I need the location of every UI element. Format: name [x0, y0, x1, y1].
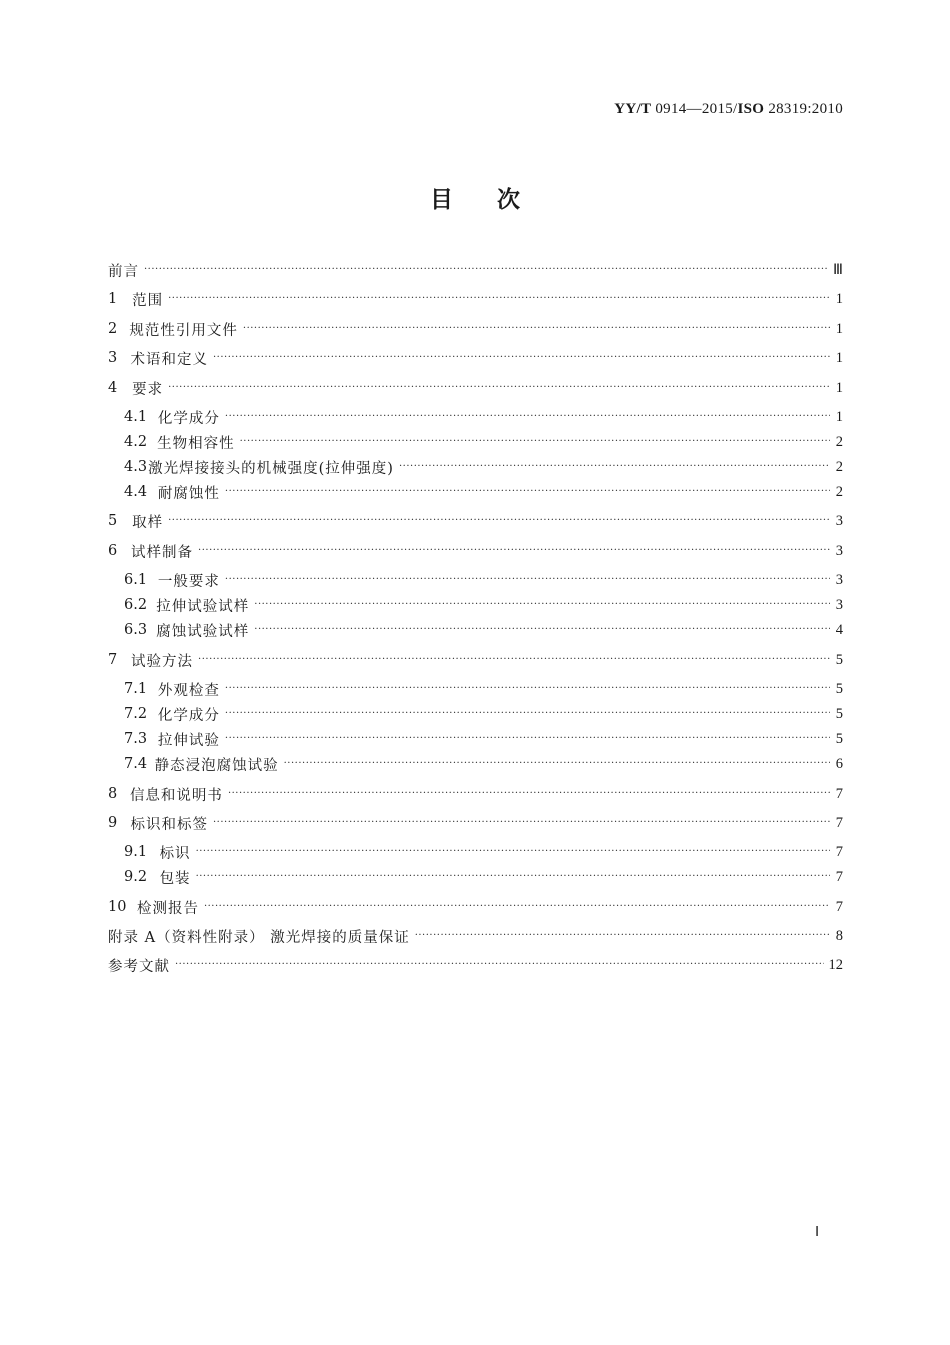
- toc-entry[interactable]: [108, 925, 843, 947]
- dot-leader: [168, 292, 830, 306]
- toc-entry[interactable]: [124, 569, 843, 591]
- toc-entry-page: 7: [835, 898, 843, 915]
- standard-prefix: YY/T: [614, 101, 652, 117]
- toc-entry[interactable]: [108, 896, 843, 918]
- toc-entry[interactable]: [108, 318, 843, 340]
- toc-entry-label: 激光焊接接头的机械强度(拉伸强度): [148, 460, 394, 477]
- toc-entry-label: 一般要求: [157, 573, 220, 590]
- toc-entry-number: 10: [108, 899, 127, 915]
- toc-entry-page: 7: [835, 843, 843, 860]
- toc-entry-label: 取样: [132, 514, 164, 531]
- toc-entry-page: Ⅲ: [833, 261, 843, 278]
- toc-entry-page: 5: [835, 730, 843, 747]
- dot-leader: [198, 544, 830, 558]
- dot-leader: [284, 757, 830, 771]
- toc-entry[interactable]: [124, 406, 843, 428]
- toc-entry-page: 7: [835, 814, 843, 831]
- toc-entry[interactable]: [108, 259, 843, 281]
- dot-leader: [144, 263, 828, 277]
- toc-entry-page: 8: [835, 927, 843, 944]
- toc-entry-label: 生物相容性: [157, 435, 235, 452]
- toc-entry-label: 附录 A（资料性附录） 激光焊接的质量保证: [108, 929, 410, 946]
- dot-leader: [168, 514, 830, 528]
- toc-entry-label: 标识: [159, 845, 191, 862]
- toc-entry-number: 7: [108, 652, 118, 668]
- toc-entry-page: 1: [835, 320, 843, 337]
- toc-entry-number: 6.1: [124, 572, 148, 588]
- toc-entry-page: 3: [835, 571, 843, 588]
- toc-entry-number: 6.2: [124, 597, 148, 613]
- toc-entry-label: 术语和定义: [130, 351, 208, 368]
- toc-entry-page: 1: [835, 349, 843, 366]
- toc-entry-number: 7.2: [124, 706, 148, 722]
- toc-entry-page: 2: [835, 483, 843, 500]
- toc-entry-label: 标识和标签: [130, 816, 208, 833]
- toc-entry-label: 信息和说明书: [129, 787, 223, 804]
- toc-entry-number: 6.3: [124, 622, 148, 638]
- toc-entry-label: 化学成分: [157, 707, 220, 724]
- toc-entry-number: 3: [108, 350, 118, 366]
- standard-number: [614, 101, 843, 118]
- toc-entry-label: 化学成分: [157, 410, 220, 427]
- toc-entry[interactable]: [124, 703, 843, 725]
- dot-leader: [240, 435, 830, 449]
- toc-entry-number: 1: [108, 291, 118, 307]
- toc-entry-number: 8: [108, 786, 118, 802]
- dot-leader: [196, 870, 830, 884]
- dot-leader: [254, 598, 830, 612]
- dot-leader: [196, 845, 830, 859]
- toc-entry-number: 4.4: [124, 484, 148, 500]
- toc-entry-label: 检测报告: [136, 900, 199, 917]
- toc-entry-page: 1: [835, 379, 843, 396]
- dot-leader: [213, 816, 830, 830]
- toc-entry-number: 2: [108, 321, 118, 337]
- toc-entry-label: 参考文献: [108, 958, 170, 975]
- toc-entry-number: 7.1: [124, 681, 148, 697]
- dot-leader: [225, 732, 830, 746]
- toc-entry-label: 包装: [159, 870, 191, 887]
- toc-entry-label: 试验方法: [131, 653, 194, 670]
- toc-entry-number: 9: [108, 815, 118, 831]
- toc-entry-page: 1: [835, 290, 843, 307]
- toc-entry[interactable]: [108, 288, 843, 310]
- toc-entry-page: 4: [835, 621, 843, 638]
- toc-entry[interactable]: [108, 377, 843, 399]
- dot-leader: [225, 682, 830, 696]
- toc-entry[interactable]: [124, 456, 843, 478]
- toc-entry-label: 静态浸泡腐蚀试验: [154, 757, 279, 774]
- toc-entry-number: 4.3: [124, 459, 148, 475]
- toc-entry-number: 9.1: [124, 844, 148, 860]
- toc-entry-page: 5: [835, 705, 843, 722]
- toc-entry-page: 2: [835, 458, 843, 475]
- toc-entry-label: 拉伸试验试样: [156, 598, 250, 615]
- page-number: Ⅰ: [815, 1225, 820, 1240]
- iso-prefix: ISO: [737, 101, 765, 117]
- toc-entry-number: 9.2: [124, 869, 148, 885]
- toc-entry[interactable]: [124, 678, 843, 700]
- toc-entry-page: 7: [835, 785, 843, 802]
- dot-leader: [175, 958, 824, 972]
- toc-entry-number: 7.4: [124, 756, 148, 772]
- toc-entry-label: 外观检查: [157, 682, 220, 699]
- toc-entry-label: 耐腐蚀性: [157, 485, 220, 502]
- standard-code: 0914—2015/: [651, 101, 738, 117]
- dot-leader: [225, 410, 830, 424]
- toc-entry[interactable]: [124, 728, 843, 750]
- toc-entry-page: 12: [828, 956, 843, 973]
- toc-entry-number: 4.1: [124, 409, 148, 425]
- toc-entry-label: 规范性引用文件: [129, 322, 238, 339]
- toc-entry[interactable]: [108, 954, 843, 976]
- toc-entry-page: 7: [835, 868, 843, 885]
- dot-leader: [213, 351, 830, 365]
- toc-entry-label: 试样制备: [131, 544, 194, 561]
- toc-entry-page: 3: [835, 512, 843, 529]
- dot-leader: [225, 573, 830, 587]
- dot-leader: [399, 460, 830, 474]
- dot-leader: [254, 623, 830, 637]
- iso-code: 28319:2010: [764, 101, 843, 117]
- toc-entry-label: 范围: [132, 292, 164, 309]
- toc-entry-page: 2: [835, 433, 843, 450]
- toc-entry-page: 1: [835, 408, 843, 425]
- dot-leader: [204, 900, 830, 914]
- dot-leader: [228, 787, 830, 801]
- toc-entry-page: 5: [835, 651, 843, 668]
- dot-leader: [225, 707, 830, 721]
- dot-leader: [168, 381, 830, 395]
- toc-entry-page: 3: [835, 542, 843, 559]
- toc-entry-page: 3: [835, 596, 843, 613]
- toc-entry[interactable]: [108, 540, 843, 562]
- toc-entry[interactable]: [124, 841, 843, 863]
- dot-leader: [243, 322, 830, 336]
- toc-entry[interactable]: [124, 753, 843, 775]
- toc-entry-number: 4.2: [124, 434, 148, 450]
- toc-entry[interactable]: [124, 594, 843, 616]
- toc-entry[interactable]: [108, 347, 843, 369]
- page-title: 目次: [430, 187, 564, 213]
- toc-entry[interactable]: [124, 431, 843, 453]
- toc-entry-number: 5: [108, 513, 118, 529]
- dot-leader: [225, 485, 830, 499]
- toc-entry-number: 4: [108, 380, 118, 396]
- toc-entry[interactable]: [124, 619, 843, 641]
- toc-entry-label: 腐蚀试验试样: [156, 623, 250, 640]
- toc-entry-page: 6: [835, 755, 843, 772]
- toc-entry-label: 要求: [132, 381, 164, 398]
- toc-entry[interactable]: [108, 649, 843, 671]
- toc-entry-label: 拉伸试验: [157, 732, 220, 749]
- toc-entry[interactable]: [124, 481, 843, 503]
- toc-entry-page: 5: [835, 680, 843, 697]
- toc-entry[interactable]: [124, 866, 843, 888]
- toc-entry-number: 6: [108, 543, 118, 559]
- toc-entry-label: 前言: [108, 263, 139, 280]
- toc-entry[interactable]: [108, 783, 843, 805]
- dot-leader: [198, 653, 830, 667]
- dot-leader: [415, 929, 830, 943]
- toc-entry[interactable]: [108, 510, 843, 532]
- toc-entry-number: 7.3: [124, 731, 148, 747]
- toc-entry[interactable]: [108, 812, 843, 834]
